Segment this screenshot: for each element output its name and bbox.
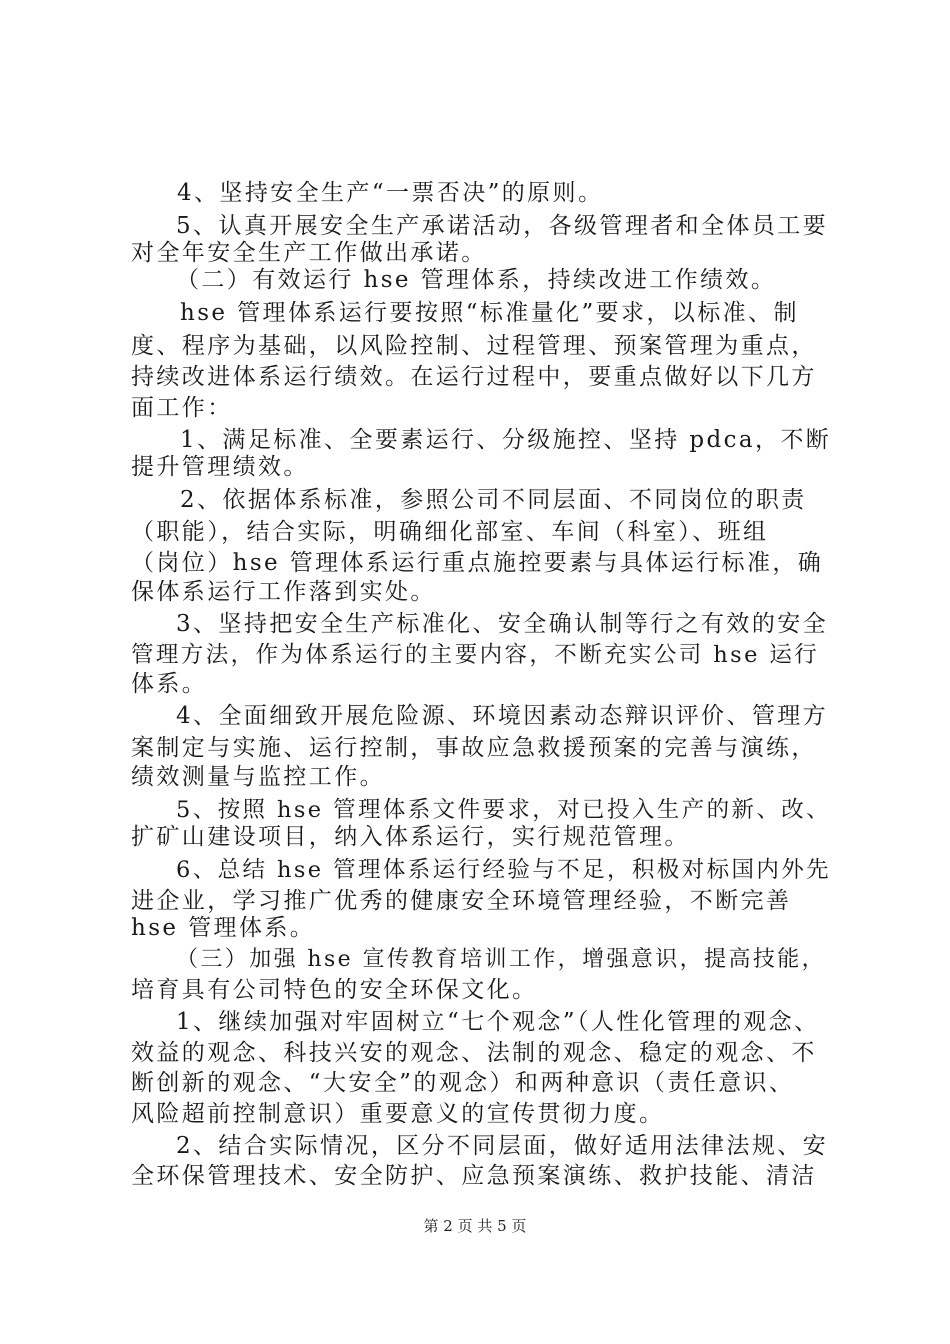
text-line: 保体系运行工作落到实处。	[131, 579, 436, 605]
text-line: 绩效测量与监控工作。	[131, 764, 385, 790]
text-line: （二）有效运行 hse 管理体系，持续改进工作绩效。	[176, 267, 777, 293]
page-number-footer: 第 2 页 共 5 页	[423, 1217, 527, 1235]
text-line: 效益的观念、科技兴安的观念、法制的观念、稳定的观念、不	[131, 1040, 817, 1066]
text-line: 进企业，学习推广优秀的健康安全环境管理经验，不断完善	[131, 888, 792, 914]
text-line: 5、按照 hse 管理体系文件要求，对已投入生产的新、改、	[176, 797, 832, 823]
text-line: 1、满足标准、全要素运行、分级施控、坚持 pdca，不断	[180, 427, 832, 453]
text-line: 4、全面细致开展危险源、环境因素动态辩识评价、管理方	[176, 703, 829, 729]
text-line: 对全年安全生产工作做出承诺。	[131, 240, 487, 266]
text-line: hse 管理体系运行要按照“标准量化”要求，以标准、制	[180, 300, 799, 326]
text-line: 面工作：	[131, 395, 233, 421]
text-line: 2、依据体系标准，参照公司不同层面、不同岗位的职责	[180, 487, 807, 513]
text-line: 提升管理绩效。	[131, 454, 309, 480]
text-line: （职能），结合实际，明确细化部室、车间（科室）、班组	[131, 519, 769, 545]
text-line: 6、总结 hse 管理体系运行经验与不足，积极对标国内外先	[176, 857, 832, 883]
text-line: 培育具有公司特色的安全环保文化。	[131, 977, 538, 1003]
text-line: （三）加强 hse 宣传教育培训工作，增强意识，提高技能，	[176, 947, 827, 972]
text-line: （岗位）hse 管理体系运行重点施控要素与具体运行标准，确	[131, 550, 824, 576]
text-line: 管理方法，作为体系运行的主要内容，不断充实公司 hse 运行	[131, 642, 820, 668]
text-line: 4、坚持安全生产“一票否决”的原则。	[177, 180, 604, 206]
text-line: 案制定与实施、运行控制，事故应急救援预案的完善与演练，	[131, 735, 817, 761]
text-line: 2、结合实际情况，区分不同层面，做好适用法律法规、安	[176, 1133, 829, 1159]
text-line: 3、坚持把安全生产标准化、安全确认制等行之有效的安全	[176, 611, 829, 637]
text-line: 1、继续加强对牢固树立“七个观念”（人性化管理的观念、	[176, 1009, 820, 1035]
text-line: hse 管理体系。	[131, 915, 316, 941]
text-line: 断创新的观念、“大安全”的观念）和两种意识（责任意识、	[131, 1070, 795, 1096]
text-line: 体系。	[131, 671, 208, 697]
text-line: 风险超前控制意识）重要意义的宣传贯彻力度。	[131, 1101, 665, 1127]
text-line: 持续改进体系运行绩效。在运行过程中，要重点做好以下几方	[131, 364, 817, 390]
text-line: 全环保管理技术、安全防护、应急预案演练、救护技能、清洁	[131, 1163, 817, 1189]
text-line: 度、程序为基础，以风险控制、过程管理、预案管理为重点，	[131, 333, 817, 359]
text-line: 扩矿山建设项目，纳入体系运行，实行规范管理。	[131, 824, 690, 850]
text-line: 5、认真开展安全生产承诺活动，各级管理者和全体员工要	[176, 213, 829, 239]
